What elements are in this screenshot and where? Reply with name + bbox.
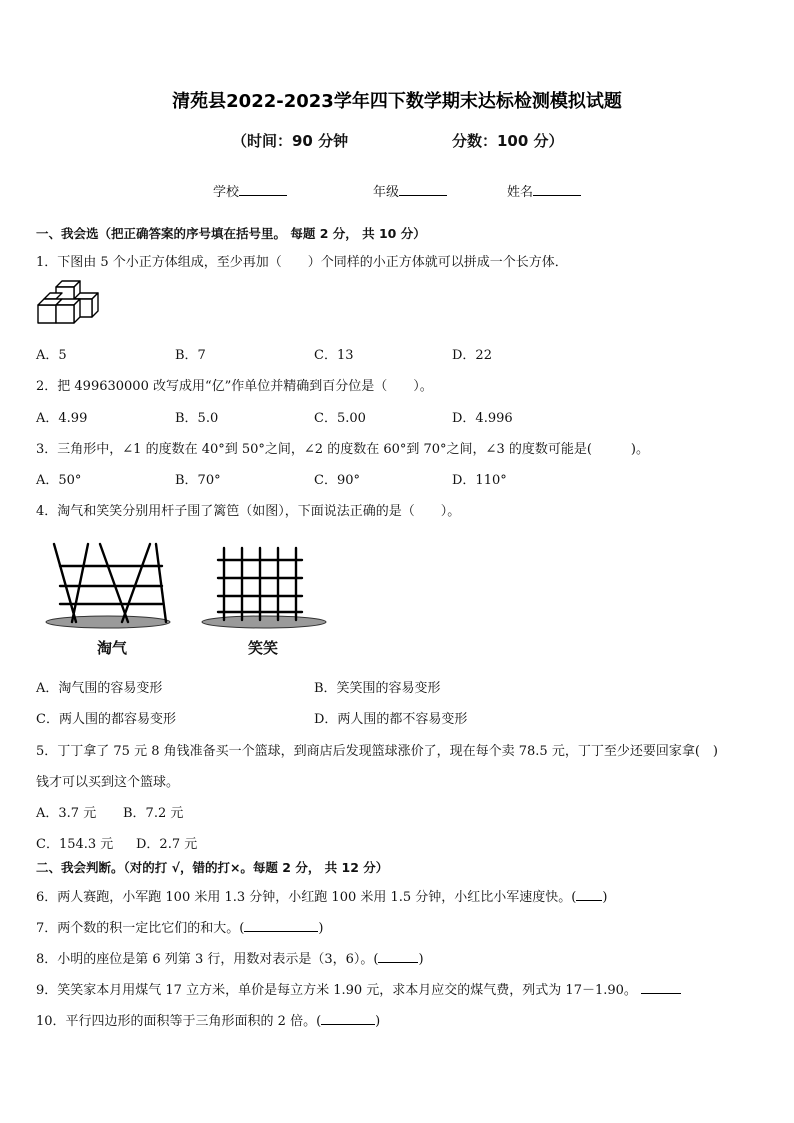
q8-text [36, 948, 424, 967]
name-blank[interactable] [533, 183, 581, 196]
q2-text: 2．把 499630000 改写成用“亿”作单位并精确到百分位是（ ）。 [36, 379, 433, 394]
q2-option-d[interactable]: D．4.996 [452, 411, 513, 426]
q3-text: 3．三角形中，∠1 的度数在 40°到 50°之间，∠2 的度数在 60°到 70°之间，∠3 的度数可能是( )。 [36, 442, 650, 457]
q9-text [36, 979, 681, 998]
q9-statement: 9．笑笑家本月用煤气 17 立方米，单价是每立方米 1.90 元，求本月应交的煤气费，列式为 17－1.90。 [36, 983, 637, 998]
q4-option-c[interactable]: C．两人围的都容易变形 [36, 712, 176, 727]
q5-option-d[interactable]: D．2.7 元 [136, 837, 198, 852]
q5-option-c[interactable]: C．154.3 元 [36, 837, 114, 852]
q2-option-a[interactable]: A．4.99 [36, 411, 88, 426]
q7-close-paren: ) [318, 921, 324, 936]
q9-answer-blank[interactable] [641, 981, 681, 994]
q1-option-b[interactable]: B．7 [175, 348, 206, 363]
q3-option-a[interactable]: A．50° [36, 473, 82, 488]
grade-label: 年级 [373, 185, 400, 200]
q1-option-d[interactable]: D．22 [452, 348, 492, 363]
q2-option-b[interactable]: B．5.0 [175, 411, 219, 426]
q1-option-c[interactable]: C．13 [314, 348, 354, 363]
q10-answer-blank[interactable] [321, 1012, 375, 1025]
q7-text [36, 917, 323, 936]
grade-field [373, 181, 447, 200]
q6-close-paren: ) [602, 890, 608, 905]
grade-blank[interactable] [399, 183, 447, 196]
school-blank[interactable] [239, 183, 287, 196]
section1-heading: 一、我会选（把正确答案的序号填在括号里。 每题 2 分， 共 10 分） [36, 226, 426, 241]
q4-label-taoqi: 淘气 [97, 639, 128, 657]
q4-text: 4．淘气和笑笑分别用杆子围了篱笆（如图），下面说法正确的是（ ）。 [36, 504, 461, 519]
q5-text-line2: 钱才可以买到这个篮球。 [36, 775, 180, 790]
school-label: 学校 [213, 185, 240, 200]
exam-time: （时间：90 分钟 [232, 132, 349, 150]
q6-statement: 6．两人赛跑，小军跑 100 米用 1.3 分钟，小红跑 100 米用 1.5 分钟，小红比小军速度快。( [36, 890, 577, 905]
q8-answer-blank[interactable] [378, 950, 418, 963]
q1-cubes-figure [36, 279, 100, 331]
q10-statement: 10．平行四边形的面积等于三角形面积的 2 倍。( [36, 1014, 322, 1029]
name-label: 姓名 [507, 185, 534, 200]
q7-answer-blank[interactable] [244, 919, 318, 932]
q1-option-a[interactable]: A．5 [36, 348, 67, 363]
q3-option-c[interactable]: C．90° [314, 473, 360, 488]
q3-option-d[interactable]: D．110° [452, 473, 507, 488]
page-title: 清苑县2022-2023学年四下数学期末达标检测模拟试题 [172, 91, 622, 112]
q4-label-xiaoxiao: 笑笑 [248, 639, 279, 657]
q5-option-a[interactable]: A．3.7 元 [36, 806, 97, 821]
q1-text: 1．下图由 5 个小正方体组成，至少再加（ ）个同样的小正方体就可以拼成一个长方体． [36, 255, 568, 270]
q10-close-paren: ) [375, 1014, 381, 1029]
name-field [507, 181, 581, 200]
exam-score: 分数：100 分） [452, 132, 564, 150]
q6-text [36, 886, 607, 905]
q4-option-b[interactable]: B．笑笑围的容易变形 [314, 681, 441, 696]
q8-close-paren: ) [418, 952, 424, 967]
q8-statement: 8．小明的座位是第 6 列第 3 行，用数对表示是（3，6）。( [36, 952, 379, 967]
q5-text-line1: 5．丁丁拿了 75 元 8 角钱准备买一个篮球，到商店后发现篮球涨价了，现在每个卖 78.5 元，丁丁至少还要回家拿( ) [36, 744, 718, 759]
q3-option-b[interactable]: B．70° [175, 473, 221, 488]
q5-option-b[interactable]: B．7.2 元 [123, 806, 184, 821]
q10-text [36, 1010, 380, 1029]
q4-option-d[interactable]: D．两人围的都不容易变形 [314, 712, 468, 727]
school-field [213, 181, 287, 200]
section2-heading: 二、我会判断。（对的打 √，错的打×。每题 2 分， 共 12 分） [36, 860, 389, 875]
q4-option-a[interactable]: A．淘气围的容易变形 [36, 681, 163, 696]
q2-option-c[interactable]: C．5.00 [314, 411, 366, 426]
q6-answer-blank[interactable] [576, 888, 602, 901]
q7-statement: 7．两个数的积一定比它们的和大。( [36, 921, 245, 936]
q4-fence-taoqi-figure [44, 542, 176, 634]
q4-fence-xiaoxiao-figure [200, 546, 330, 632]
